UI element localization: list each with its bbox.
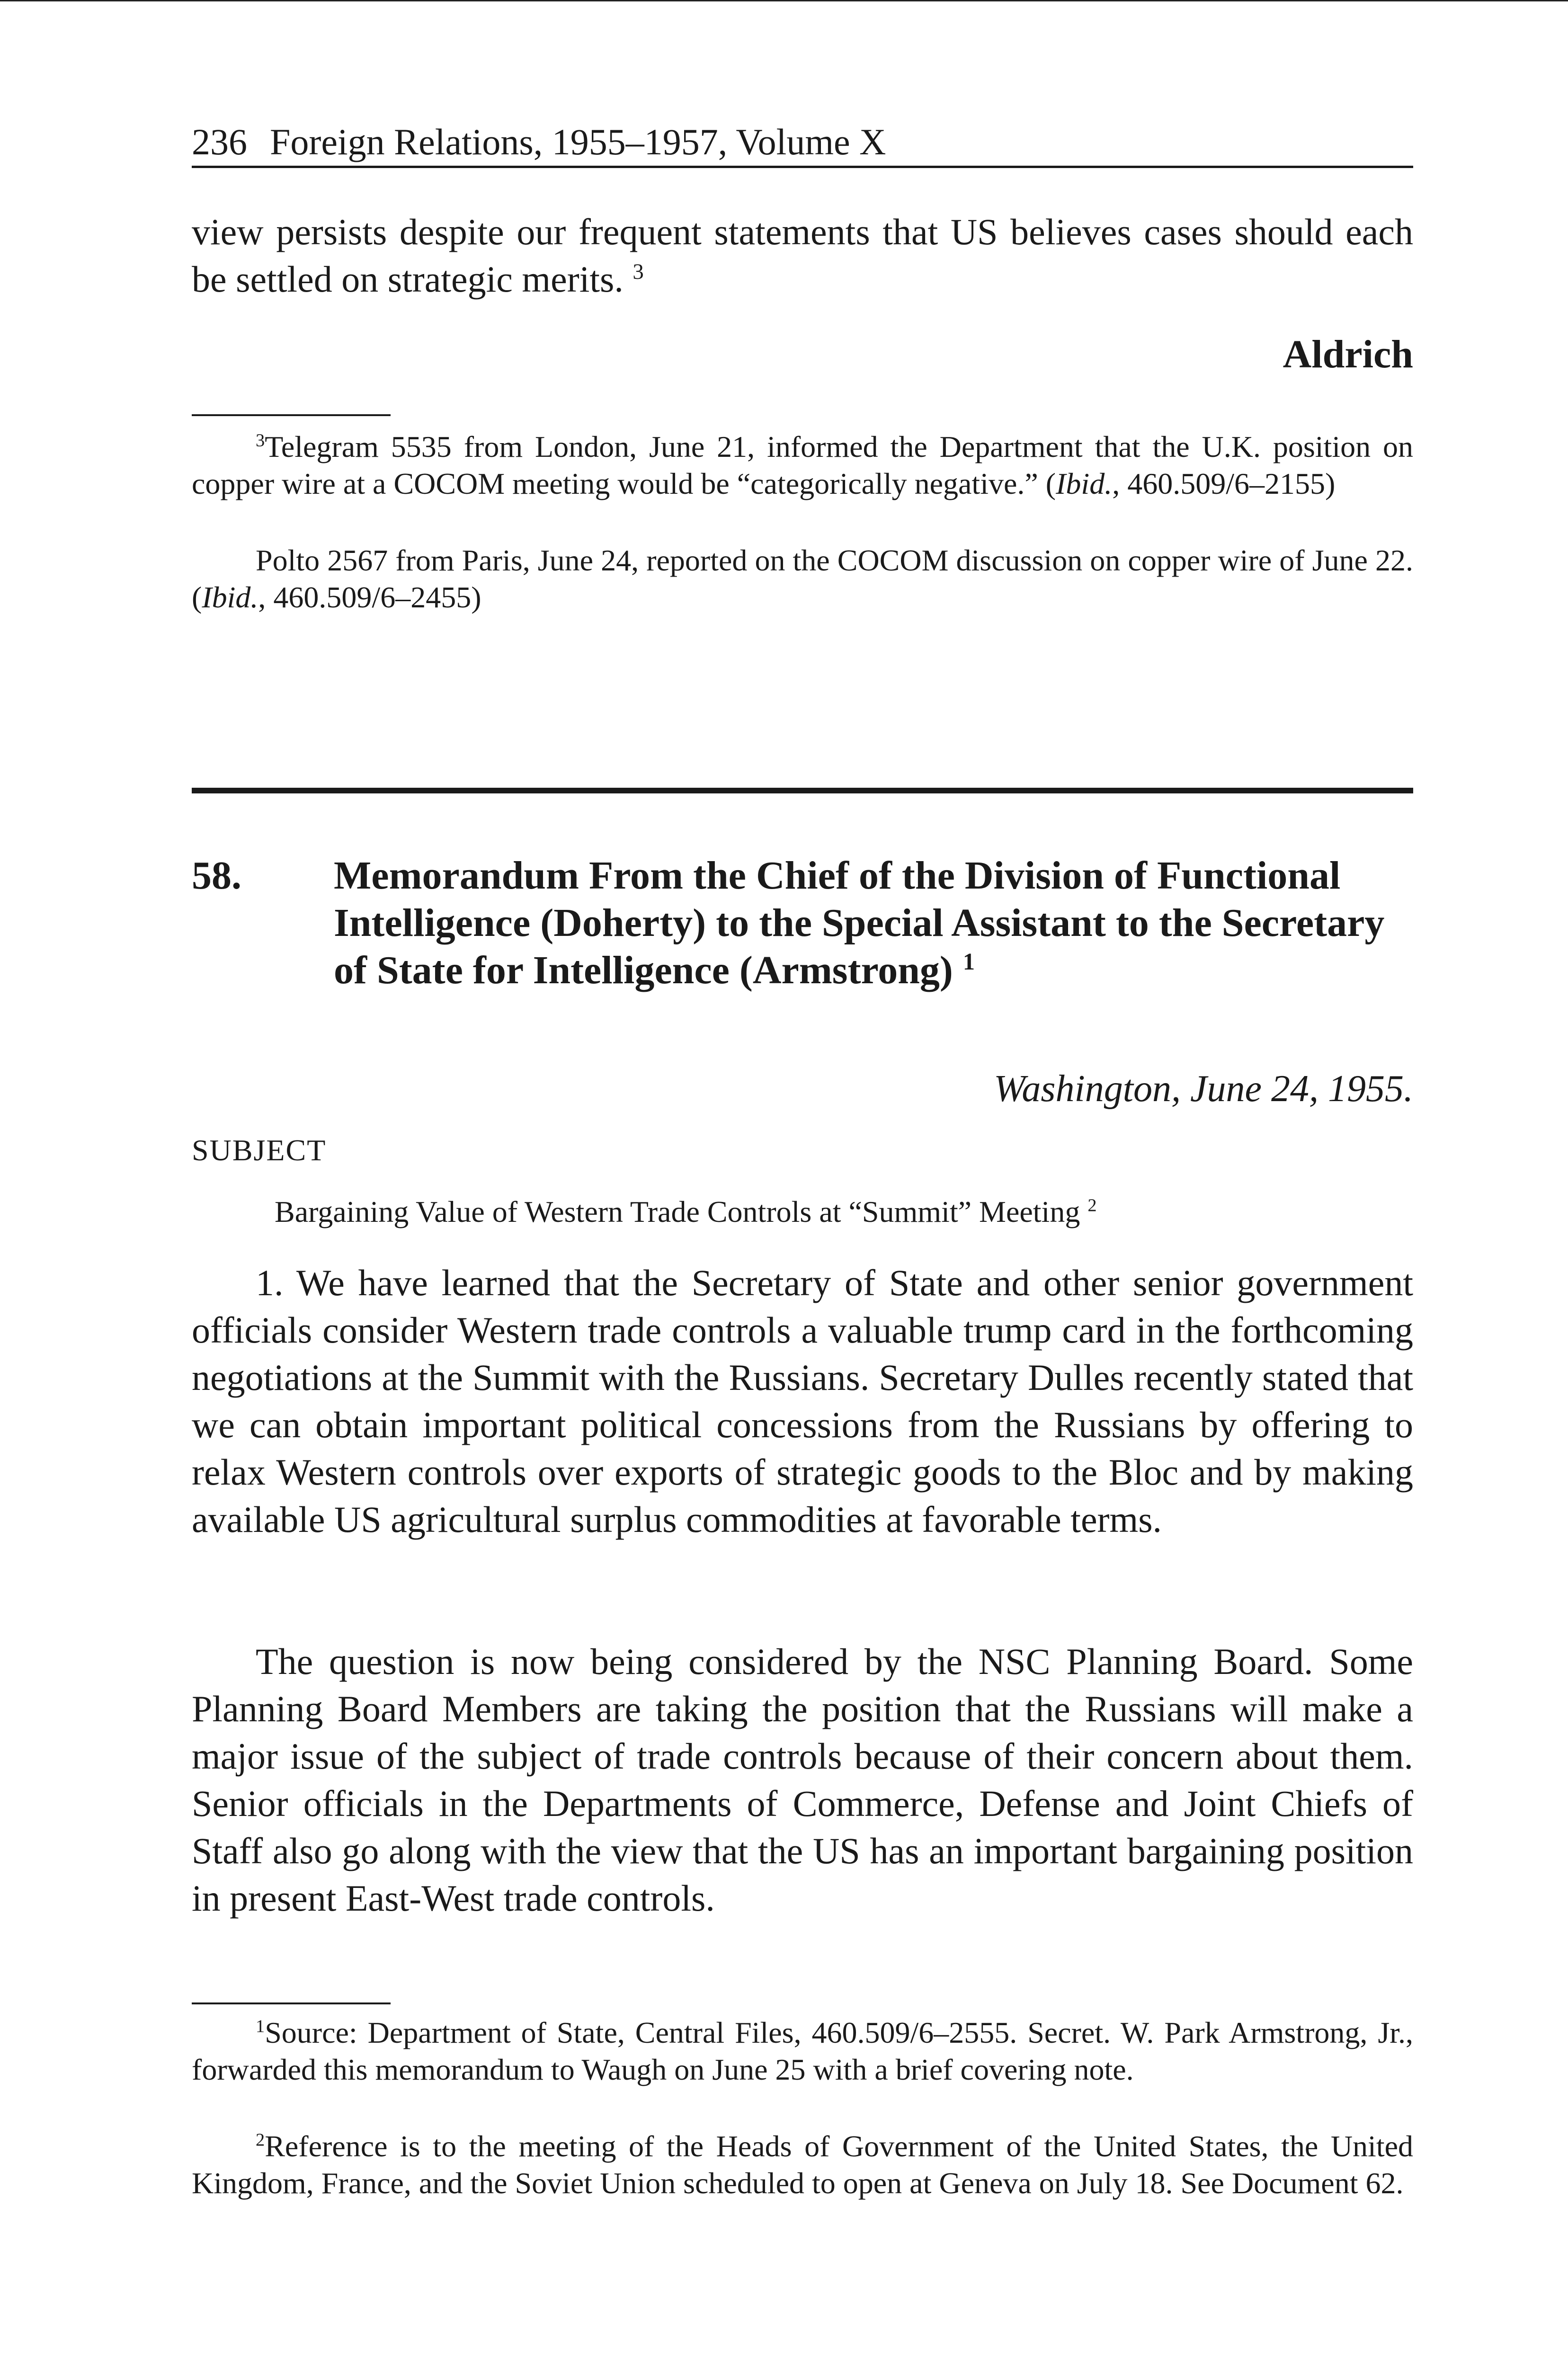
footnote-2 xyxy=(192,2128,1413,2202)
body-paragraph: The question is now being considered by the NSC Planning Board. Some Planning Board Members are taking the position that the Russians will make a major issue of the subject of trade controls because of their concern about them. Senior officials in the Departments of Commerce, Defense and Joint Chiefs of Staff also go along with the view that the US has an important bargaining position in present East-West trade controls. xyxy=(192,1641,1413,1919)
document-title-text: Memorandum From the Chief of the Division of Functional Intelligence (Doherty) to the Special Assistant to the Secretary of State for Intelligence (Armstrong) xyxy=(334,854,1385,992)
subject-text: Bargaining Value of Western Trade Controls at “Summit” Meeting xyxy=(275,1195,1080,1228)
running-header xyxy=(192,118,1413,168)
footnote-text: Reference is to the meeting of the Heads of Government of the United States, the United Kingdom, France, and the Soviet Union scheduled to open at Geneva on July 18. See Document 62. xyxy=(192,2129,1413,2200)
footnote-text: , 460.509/6–2155) xyxy=(1112,467,1336,500)
footnote-number: 3 xyxy=(256,430,265,451)
footnote-3-continued xyxy=(192,542,1413,616)
subject-label: SUBJECT xyxy=(192,1133,327,1167)
footnote-number: 1 xyxy=(256,2016,265,2037)
footnote-text: Telegram 5535 from London, June 21, informed the Department that the U.K. position on copper wire at a COCOM meeting would be “categorically negative.” ( xyxy=(192,430,1413,500)
document-title xyxy=(334,852,1423,994)
section-divider xyxy=(192,788,1413,793)
page-number: 236 xyxy=(192,121,247,162)
footnote-1 xyxy=(192,2014,1413,2088)
footnote-text: Source: Department of State, Central Files, 460.509/6–2555. Secret. W. Park Armstrong, Jr., forwarded this memorandum to Waugh on June 25 with a brief covering note. xyxy=(192,2016,1413,2086)
footnote-ref: 3 xyxy=(633,259,644,284)
dateline: Washington, June 24, 1955. xyxy=(994,1068,1413,1110)
document-number: 58. xyxy=(192,854,241,898)
continuation-paragraph xyxy=(192,208,1413,303)
body-paragraph: 1. We have learned that the Secretary of State and other senior government officials consider Western trade controls a valuable trump card in the forthcoming negotiations at the Summit with the Russians. Secretary Dulles recently stated that we can obtain important political concessions from the Russians by offering to relax Western controls over exports of strategic goods to the Bloc and by making available US agricultural surplus commodities at favorable terms. xyxy=(192,1262,1413,1540)
continuation-text: view persists despite our frequent statements that US believes cases should each be settled on strategic merits. xyxy=(192,211,1413,300)
ibid-citation: Ibid. xyxy=(202,580,258,614)
ibid-citation: Ibid. xyxy=(1056,467,1113,500)
running-title: Foreign Relations, 1955–1957, Volume X xyxy=(270,121,886,162)
footnote-divider xyxy=(192,414,391,416)
subject-line xyxy=(275,1193,1097,1231)
page-top-edge xyxy=(0,0,1568,1)
footnote-ref: 1 xyxy=(962,948,975,975)
footnote-ref: 2 xyxy=(1087,1195,1097,1216)
footnote-text: Polto 2567 from Paris, June 24, reported on the COCOM discussion on copper wire of June 22. ( xyxy=(192,543,1413,614)
footnote-text: , 460.509/6–2455) xyxy=(258,580,481,614)
signature: Aldrich xyxy=(1283,332,1413,376)
footnote-3 xyxy=(192,428,1413,502)
footnote-number: 2 xyxy=(256,2130,265,2150)
footnote-divider xyxy=(192,2002,391,2004)
